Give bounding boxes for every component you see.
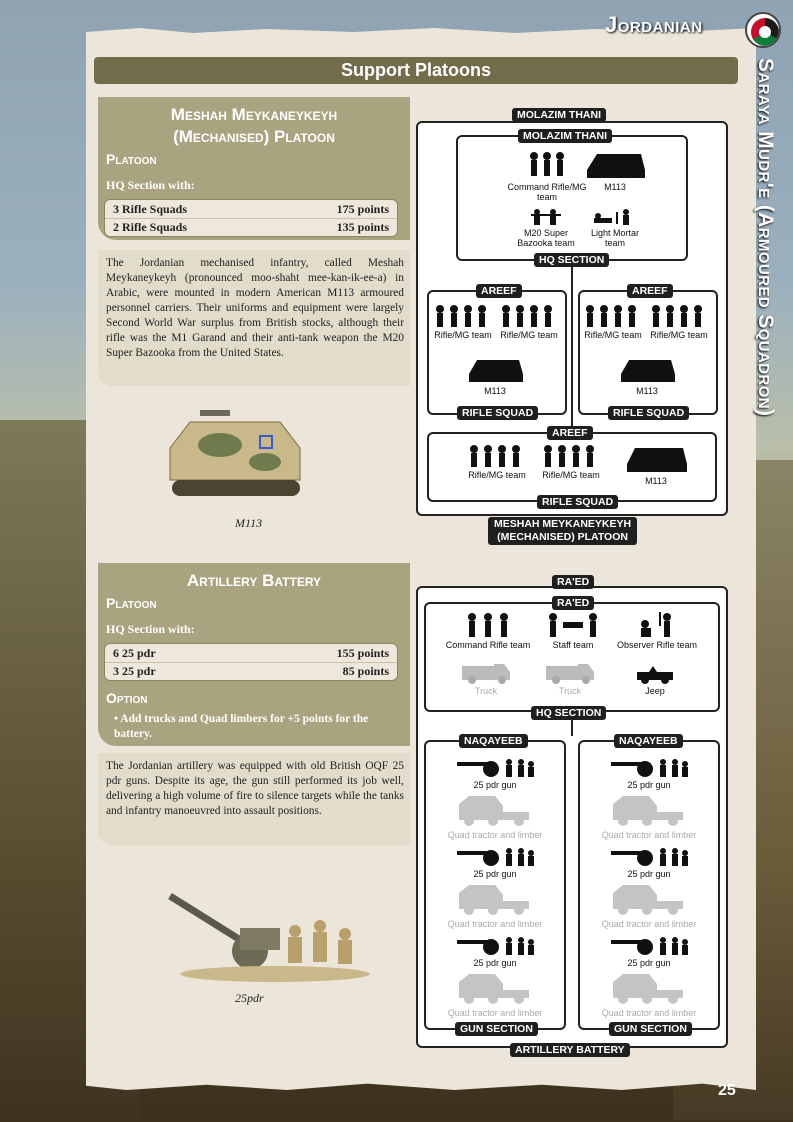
mech-description: The Jordanian mechanised infantry, called Meshah Meykaneykeyh (pronounced moo-shaht mee-kan-ik-ee-a) in Arabic, were mounted in modern American M113 armoured personnel carriers. Their uniforms and equipment were largely Second World War surplus from British stocks, although their rifle was the M1 Garand and their anti-tank weapon the M20 Super Bazooka from the United States. bbox=[98, 250, 410, 386]
rifle-team-icon bbox=[650, 304, 708, 328]
m113-unit: M113 bbox=[620, 444, 692, 486]
25pdr-caption: 25pdr bbox=[235, 991, 264, 1005]
rifle-team: Rifle/MG team bbox=[582, 304, 644, 340]
gun-section-label: GUN SECTION bbox=[455, 1022, 538, 1036]
rifle-squad-label: RIFLE SQUAD bbox=[537, 495, 618, 509]
rifle-squad-label: RIFLE SQUAD bbox=[457, 406, 538, 420]
side-title: Saraya Mudr'e (Armoured Squadron) bbox=[754, 58, 777, 417]
hq-unit: Light Mortar team bbox=[584, 208, 646, 248]
tractor-unit: Quad tractor and limber bbox=[590, 794, 708, 840]
squad-leader-label: AREEF bbox=[476, 284, 522, 298]
m113-icon bbox=[617, 356, 677, 384]
gun-leader-label: NAQAYEEB bbox=[614, 734, 683, 748]
quad-tractor-icon bbox=[455, 972, 535, 1006]
tractor-unit: Quad tractor and limber bbox=[590, 883, 708, 929]
hq-unit: Staff team bbox=[543, 612, 603, 650]
page-number: 25 bbox=[718, 1082, 736, 1099]
rifle-team: Rifle/MG team bbox=[466, 444, 528, 480]
rifle-team: Rifle/MG team bbox=[540, 444, 602, 480]
arty-inner-label: RA'ED bbox=[552, 596, 594, 610]
rifle-team-icon bbox=[468, 444, 526, 468]
rifle-team-icon bbox=[584, 304, 642, 328]
m113-unit: M113 bbox=[460, 356, 530, 396]
mech-points-box bbox=[104, 199, 398, 237]
25pdr-model-image bbox=[160, 886, 370, 986]
rifle-team: Rifle/MG team bbox=[648, 304, 710, 340]
rifle-team: Rifle/MG team bbox=[432, 304, 494, 340]
tractor-unit: Quad tractor and limber bbox=[436, 794, 554, 840]
tractor-unit: Quad tractor and limber bbox=[590, 972, 708, 1018]
arty-hq-with: HQ Section with: bbox=[106, 622, 195, 636]
camo-patch bbox=[198, 433, 242, 457]
option-row: 3 Rifle Squads 175 points bbox=[113, 201, 389, 216]
mech-hq-with: HQ Section with: bbox=[106, 178, 195, 192]
m113-unit: M113 bbox=[612, 356, 682, 396]
connector-line bbox=[571, 267, 573, 432]
option-row: 3 25 pdr 85 points bbox=[105, 662, 397, 680]
connector-line bbox=[571, 720, 573, 736]
quad-tractor-icon bbox=[609, 794, 689, 828]
bazooka-team-icon bbox=[529, 208, 563, 226]
mech-title-line1: Meshah Meykaneykeyh bbox=[170, 105, 338, 124]
squad-leader-label: AREEF bbox=[547, 426, 593, 440]
hq-unit: Observer Rifle team bbox=[612, 612, 702, 650]
nation-header: Jordanian bbox=[605, 12, 703, 37]
quad-tractor-icon bbox=[609, 972, 689, 1006]
arty-option-text: • Add trucks and Quad limbers for +5 points for the battery. bbox=[114, 713, 369, 740]
arty-points-box bbox=[104, 643, 398, 681]
quad-tractor-icon bbox=[455, 883, 535, 917]
25pdr-gun-icon bbox=[609, 845, 689, 867]
rifle-squad-label: RIFLE SQUAD bbox=[608, 406, 689, 420]
gun-unit: 25 pdr gun bbox=[594, 845, 704, 879]
arty-top-label: RA'ED bbox=[552, 575, 594, 589]
infantry-team-icon bbox=[526, 150, 568, 180]
rifle-team-icon bbox=[542, 444, 600, 468]
crew-figures bbox=[288, 920, 352, 964]
arty-description: The Jordanian artillery was equipped with old British OQF 25 pdr guns. Despite its age, the gun still performed its job well, delivering a high volume of fire to silence targets while the tanks and infantry manoeuvred into assault positions. bbox=[98, 753, 410, 845]
gun-unit: 25 pdr gun bbox=[594, 756, 704, 790]
mech-title-line2: (Mechanised) Platoon bbox=[173, 127, 335, 146]
arty-option-label: Option bbox=[106, 690, 148, 706]
observer-team-icon bbox=[637, 612, 677, 638]
m113-icon bbox=[623, 444, 689, 474]
gun-leader-label: NAQAYEEB bbox=[459, 734, 528, 748]
quad-tractor-icon bbox=[455, 794, 535, 828]
option-row: 2 Rifle Squads 135 points bbox=[105, 218, 397, 236]
arty-platoon-label: Platoon bbox=[106, 595, 157, 611]
camo-patch bbox=[249, 453, 281, 471]
jeep-icon bbox=[635, 664, 675, 684]
gun-barrel bbox=[200, 410, 230, 416]
hq-unit: M20 Super Bazooka team bbox=[508, 208, 584, 248]
arty-hq-label: HQ SECTION bbox=[531, 706, 606, 720]
infantry-team-icon bbox=[464, 612, 512, 638]
truck-unit: Truck bbox=[540, 660, 600, 696]
25pdr-gun-icon bbox=[455, 756, 535, 778]
arty-bottom-label: ARTILLERY BATTERY bbox=[510, 1043, 630, 1057]
gun-unit: 25 pdr gun bbox=[440, 934, 550, 968]
25pdr-gun-icon bbox=[609, 756, 689, 778]
25pdr-gun-icon bbox=[455, 934, 535, 956]
option-row: 6 25 pdr 155 points bbox=[113, 645, 389, 660]
track bbox=[172, 480, 300, 496]
mortar-team-icon bbox=[592, 208, 638, 226]
mech-platoon-label: Platoon bbox=[106, 151, 157, 167]
m113-model-image bbox=[160, 400, 310, 508]
25pdr-gun-icon bbox=[609, 934, 689, 956]
25pdr-gun-icon bbox=[455, 845, 535, 867]
gun-unit: 25 pdr gun bbox=[440, 845, 550, 879]
tractor-unit: Quad tractor and limber bbox=[436, 972, 554, 1018]
mech-top-label: MOLAZIM THANI bbox=[512, 108, 606, 122]
section-banner: Support Platoons bbox=[94, 57, 738, 84]
m113-icon bbox=[583, 148, 647, 180]
m113-caption: M113 bbox=[235, 516, 263, 530]
tractor-unit: Quad tractor and limber bbox=[436, 883, 554, 929]
mech-bottom-label: MESHAH MEYKANEYKEYH (MECHANISED) PLATOON bbox=[488, 517, 637, 545]
truck-icon bbox=[460, 660, 512, 684]
gun-shield bbox=[240, 928, 280, 950]
base bbox=[180, 966, 370, 982]
hq-unit: M113 bbox=[580, 148, 650, 192]
gun-section-label: GUN SECTION bbox=[609, 1022, 692, 1036]
staff-team-icon bbox=[545, 612, 601, 638]
gun-unit: 25 pdr gun bbox=[594, 934, 704, 968]
hq-unit: Command Rifle/MG team bbox=[507, 150, 587, 202]
jeep-unit: Jeep bbox=[630, 664, 680, 696]
arty-title: Artillery Battery bbox=[186, 571, 322, 590]
mech-inner-label: MOLAZIM THANI bbox=[518, 129, 612, 143]
squad-leader-label: AREEF bbox=[627, 284, 673, 298]
rifle-team-icon bbox=[500, 304, 558, 328]
m113-icon bbox=[465, 356, 525, 384]
truck-unit: Truck bbox=[456, 660, 516, 696]
rifle-team: Rifle/MG team bbox=[498, 304, 560, 340]
rifle-team-icon bbox=[434, 304, 492, 328]
jordan-roundel-icon bbox=[745, 12, 781, 48]
truck-icon bbox=[544, 660, 596, 684]
gun-unit: 25 pdr gun bbox=[440, 756, 550, 790]
hq-unit: Command Rifle team bbox=[440, 612, 536, 650]
quad-tractor-icon bbox=[609, 883, 689, 917]
mech-hq-label: HQ SECTION bbox=[534, 253, 609, 267]
